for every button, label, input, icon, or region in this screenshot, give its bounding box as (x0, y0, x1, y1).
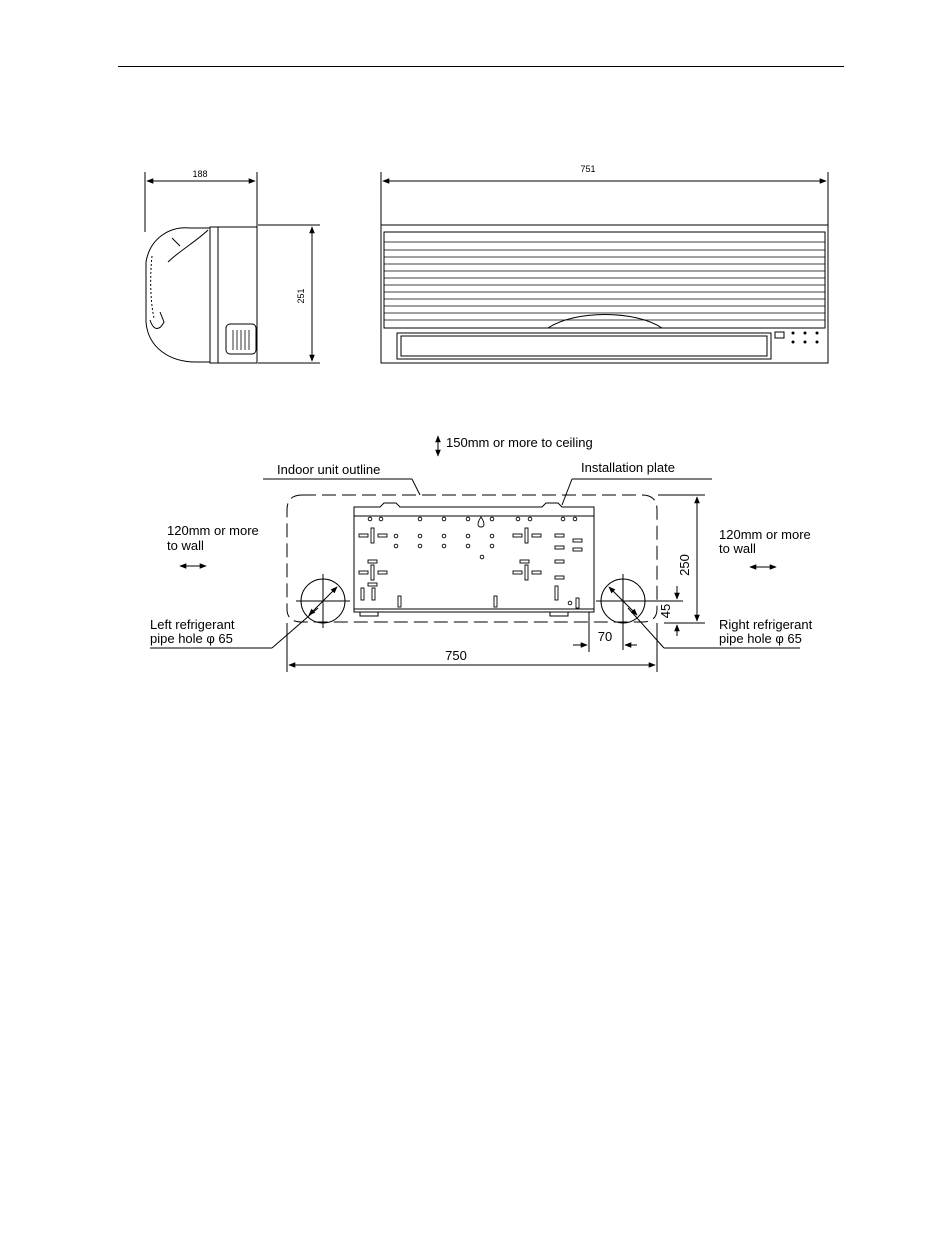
width-dim-label: 750 (445, 648, 467, 663)
indoor-outline-label: Indoor unit outline (277, 462, 381, 477)
right-wall-clearance-line2: to wall (719, 541, 756, 556)
height-dim-label: 250 (677, 554, 692, 576)
front-louvers (384, 242, 825, 320)
hole-offset-dim-label: 70 (597, 629, 613, 644)
front-width-dim: 751 (580, 164, 596, 174)
left-wall-clearance-line1: 120mm or more (167, 523, 259, 538)
left-hole-label-line2: pipe hole φ 65 (150, 631, 233, 646)
plate-leader-tip (562, 479, 572, 505)
side-width-dim: 188 (192, 169, 208, 179)
front-view (381, 172, 828, 363)
left-hole-label-line1: Left refrigerant (150, 617, 235, 632)
side-grille (233, 330, 249, 350)
side-height-dim: 251 (296, 288, 306, 304)
front-indicators (792, 332, 819, 344)
hole-height-dim-label: 45 (658, 603, 673, 619)
left-wall-clearance-line2: to wall (167, 538, 204, 553)
plate-holes (359, 517, 582, 608)
left-hole-leader-tip (272, 608, 318, 648)
right-hole-label-line2: pipe hole φ 65 (719, 631, 802, 646)
right-wall-clearance-line1: 120mm or more (719, 527, 811, 542)
plate-label: Installation plate (581, 460, 675, 475)
indoor-outline-leader-tip (412, 479, 420, 495)
ceiling-clearance-label: 150mm or more to ceiling (446, 435, 593, 450)
right-hole-label-line1: Right refrigerant (719, 617, 813, 632)
side-view (145, 172, 320, 363)
